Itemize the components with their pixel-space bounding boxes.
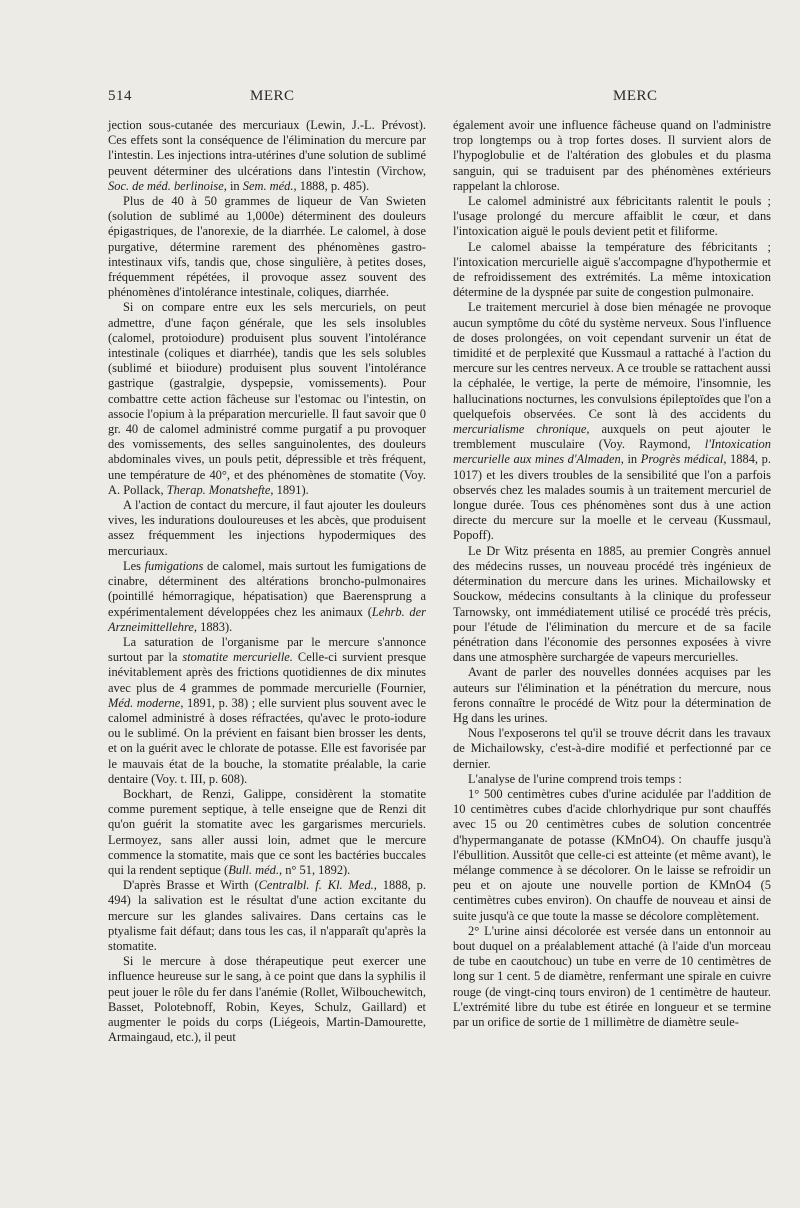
paragraph: L'analyse de l'urine comprend trois temps : — [468, 771, 682, 786]
paragraph: Le traitement mercuriel à dose bien ménagée ne provoque aucun symptôme du côté du système nerveux. Sous l'influence de doses prolongées, on voit cependant survenir un état de timidité et de perplexité que Kussmaul a rattaché à l'action du mercure sur les centres nerveux. A ce trouble se rattachent aussi la céphalée, le vertige, la perte de mémoire, l'insomnie, les hallucinations nocturnes, les convulsions épileptoïdes que l'on a quelquefois observées. Ce sont là des accidents du mercurialisme chronique, auxquels on peut ajouter le tremblement musculaire (Voy. Raymond, l'Intoxication mercurielle aux mines d'Almaden, in Progrès médical, 1884, p. 1017) et les divers troubles de la sensibilité que l'on a parfois observés chez les malades soumis à un traitement mercuriel de longue durée. Tous ces phénomènes sont dus à une action directe du mercure sur la moelle et le cerveau (Kussmaul, Popoff). — [453, 300, 771, 543]
paragraph: Le calomel abaisse la température des fébricitants ; l'intoxication mercurielle aiguë s'accompagne d'hypothermie et de refroidissement des extrémités. La même intoxication détermine de la dyspnée par suite de congestion pulmonaire. — [453, 239, 771, 300]
paragraph: 2° L'urine ainsi décolorée est versée dans un entonnoir au bout duquel on a préalablement attaché (à l'aide d'un morceau de tube en caoutchouc) un tube en verre de 10 centimètres de long sur 1 cent. 5 de diamètre, renfermant une spirale en cuivre rouge (de vingt-cinq tours environ) de 1 centimètre de hauteur. L'extrémité libre du tube est étirée en longueur et se termine par un orifice de sortie de 1 millimètre de diamètre seule- — [453, 923, 771, 1029]
paragraph: Les fumigations de calomel, mais surtout les fumigations de cinabre, déterminent des altérations broncho-pulmonaires (pointillé hémorragique, hépatisation) que Baerensprung a expérimentalement développées chez les animaux (Lehrb. der Arzneimittellehre, 1883). — [108, 558, 426, 634]
running-head-right: MERC — [613, 88, 658, 104]
paragraph: Plus de 40 à 50 grammes de liqueur de Van Swieten (solution de sublimé au 1,000e) déterminent des douleurs épigastriques, de l'anorexie, de la diarrhée. Le calomel, à dose purgative, détermine rarement des phénomènes gastro-intestinaux vifs, tandis que, chose singulière, à petites doses, fréquemment répétées, il provoque assez souvent des phénomènes d'intolérance intestinale, coliques, diarrhée. — [108, 194, 426, 300]
paragraph: jection sous-cutanée des mercuriaux (Lewin, J.-L. Prévost). Ces effets sont la conséquence de l'élimination du mercure par l'intestin. Les injections intra-utérines d'une solution de sublimé peuvent déterminer des ulcérations dans l'intestin (Virchow, Soc. de méd. berlinoise, in Sem. méd., 1888, p. 485). — [108, 118, 426, 193]
page-number: 514 — [108, 88, 132, 104]
left-column — [108, 118, 426, 1045]
running-head-left: MERC — [250, 88, 295, 104]
paragraph: La saturation de l'organisme par le mercure s'annonce surtout par la stomatite mercurielle. Celle-ci survient presque inévitablement après des frictions quotidiennes de dix minutes avec plus de 4 grammes de pommade mercurielle (Fournier, Méd. moderne, 1891, p. 38) ; elle survient plus souvent avec le calomel administré à doses réfractées, qu'avec le proto-iodure ou le sublimé. On la prévient en faisant bien brosser les dents, et on la guérit avec le chlorate de potasse. Elle est favorisée par le mauvais état de la bouche, la stomatite préalable, la carie dentaire (Voy. t. III, p. 608). — [108, 634, 426, 786]
paragraph: Si on compare entre eux les sels mercuriels, on peut admettre, d'une façon générale, que les sels insolubles (calomel, protoiodure) produisent plus souvent l'intolérance intestinale (coliques et diarrhée), tandis que les sels solubles (sublimé et biiodure) produisent plus souvent l'intolérance gastrique (gastralgie, dyspepsie, vomissements). Pour combattre cette action fâcheuse sur l'estomac ou l'intestin, on associe l'opium à la préparation mercurielle. Il faut savoir que 0 gr. 40 de calomel administré comme purgatif a pu provoquer des vomissements, des selles sanguinolentes, des douleurs abdominales vives, un pouls petit, dépressible et très fréquent, une température de 40°, et des phénomènes de stomatite (Voy. A. Pollack, Therap. Monatshefte, 1891). — [108, 300, 426, 497]
paragraph: Si le mercure à dose thérapeutique peut exercer une influence heureuse sur le sang, à ce point que dans la syphilis il peut jouer le rôle du fer dans l'anémie (Rollet, Wilbouchewitch, Basset, Polotebnoff, Robin, Keyes, Schulz, Gaillard) et augmenter le poids du corps (Liégeois, Martin-Damourette, Armaingaud, etc.), il peut — [108, 954, 426, 1045]
paragraph: A l'action de contact du mercure, il faut ajouter les douleurs vives, les indurations douloureuses et les abcès, que produisent assez fréquemment les injections hypodermiques des mercuriaux. — [108, 498, 426, 558]
paragraph: Le calomel administré aux fébricitants ralentit le pouls ; l'usage prolongé du mercure affaiblit le cœur, et dans l'intoxication aiguë le pouls devient petit et filiforme. — [453, 194, 771, 239]
paragraph: également avoir une influence fâcheuse quand on l'administre trop longtemps ou à trop fortes doses. Il survient alors de l'hypoglobulie et de l'altération des globules et du plasma sanguin, qui se traduisent par des phénomènes extérieurs rappelant la chlorose. — [453, 118, 771, 193]
paragraph: Nous l'exposerons tel qu'il se trouve décrit dans les travaux de Michailowsky, c'est-à-dire modifié et perfectionné par ce dernier. — [453, 726, 771, 771]
paragraph: Bockhart, de Renzi, Galippe, considèrent la stomatite comme purement septique, à telle enseigne que de Renzi dit qu'on guérit la stomatite avec les gargarismes mercuriels. Lermoyez, sans aller aussi loin, admet que le mercure commence la stomatite, mais que ce sont les bactéries buccales qui la rendent septique (Bull. méd., n° 51, 1892). — [108, 786, 426, 877]
paragraph: Le Dr Witz présenta en 1885, au premier Congrès annuel des médecins russes, un nouveau procédé très ingénieux de détermination du mercure dans les urines. Michailowsky et Souckow, médecins consultants à la clinique du professeur Tarnowsky, ont immédiatement utilisé ce procédé très précis, pour l'étude de l'élimination du mercure et de sa facile pénétration dans l'économie des personnes exposées à vivre dans une atmosphère surchargée de vapeurs mercurielles. — [453, 543, 771, 665]
paragraph: 1° 500 centimètres cubes d'urine acidulée par l'addition de 10 centimètres cubes d'acide chlorhydrique pur sont chauffés avec 15 ou 20 centimètres cubes de solution concentrée d'hypermanganate de potasse (KMnO4). On chauffe jusqu'à l'ébullition. Aussitôt que celle-ci est atteinte (et même avant), le mélange commence à se décolorer. On le laisse se refroidir un peu et on ajoute une nouvelle portion de KMnO4 (5 centimètres cubes environ). On chauffe de nouveau et ainsi de suite jusqu'à ce que toute la masse se décolore complètement. — [453, 786, 771, 923]
paragraph: Avant de parler des nouvelles données acquises par les auteurs sur l'élimination et la pénétration du mercure, nous ferons connaître le procédé de Witz pour la détermination de Hg dans les urines. — [453, 665, 771, 725]
right-column — [453, 118, 771, 1030]
paragraph: D'après Brasse et Wirth (Centralbl. f. Kl. Med., 1888, p. 494) la salivation est le résultat d'une action excitante du mercure sur les glandes salivaires. Dans certains cas le ptyalisme fait défaut; dans tous les cas, il n'apparaît qu'après la stomatite. — [108, 878, 427, 953]
